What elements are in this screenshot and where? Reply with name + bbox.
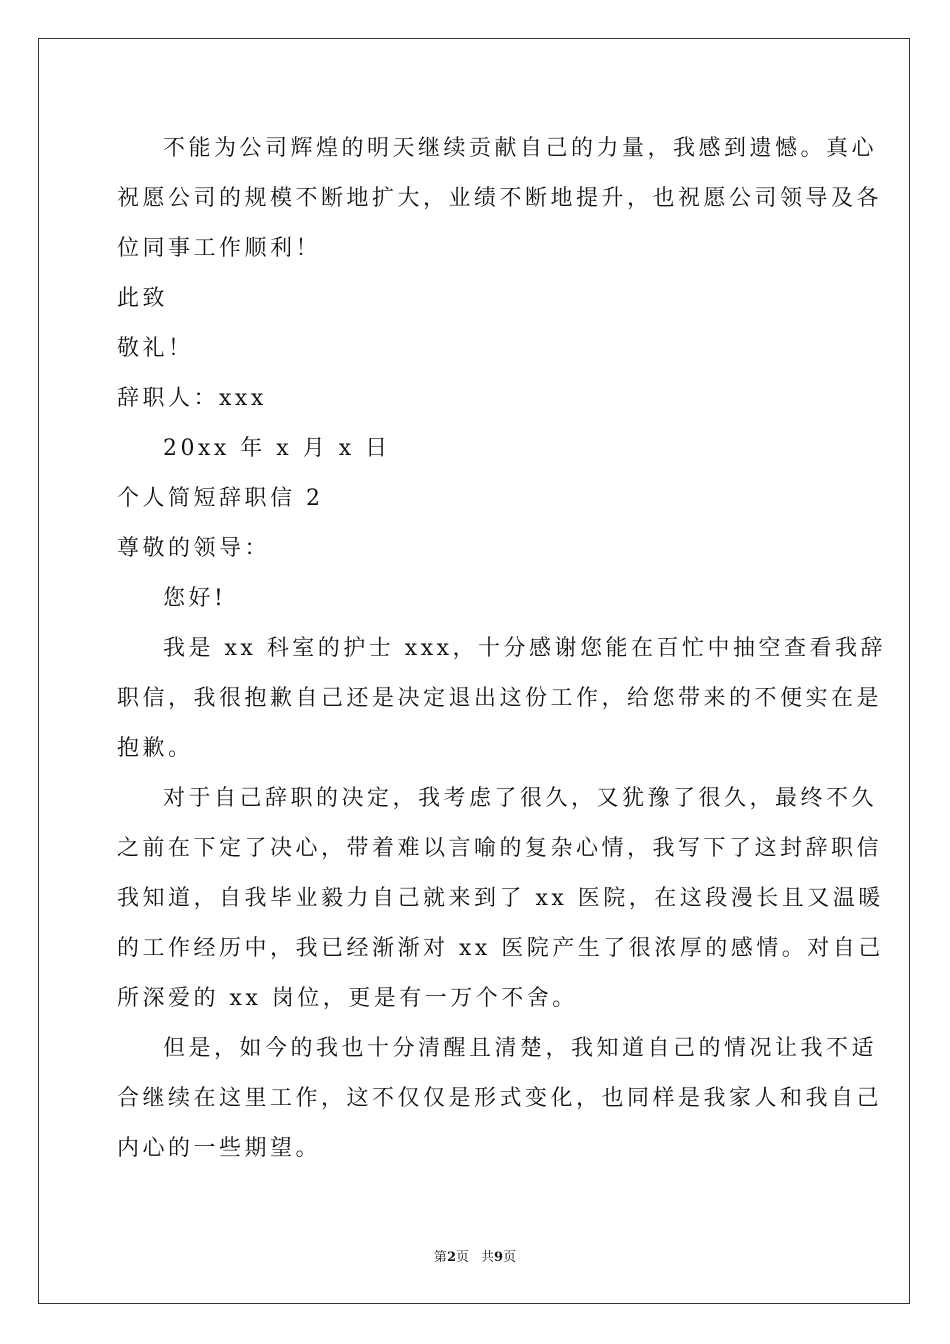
paragraph-line: 之前在下定了决心，带着难以言喻的复杂心情，我写下了这封辞职信: [117, 836, 883, 861]
total-pages: 9: [494, 1250, 504, 1265]
paragraph-line: 我知道，自我毕业毅力自己就来到了 xx 医院，在这段漫长且又温暖: [117, 886, 884, 911]
paragraph-line: 祝愿公司的规模不断地扩大，业绩不断地提升，也祝愿公司领导及各: [117, 186, 883, 211]
paragraph-line: 内心的一些期望。: [117, 1136, 322, 1161]
paragraph-line: 的工作经历中，我已经渐渐对 xx 医院产生了很浓厚的感情。对自己: [117, 936, 884, 961]
page-footer: [0, 1246, 950, 1265]
paragraph-line: 但是，如今的我也十分清醒且清楚，我知道自己的情况让我不适: [163, 1036, 878, 1061]
paragraph-line: 不能为公司辉煌的明天继续贡献自己的力量，我感到遗憾。真心: [163, 136, 878, 161]
page-number: 2: [446, 1250, 456, 1265]
paragraph-line: 所深爱的 xx 岗位，更是有一万个不舍。: [117, 986, 578, 1011]
paragraph-line: 位同事工作顺利！: [117, 236, 322, 261]
total-prefix: 共: [481, 1250, 495, 1265]
paragraph-line: 职信，我很抱歉自己还是决定退出这份工作，给您带来的不便实在是: [117, 686, 883, 711]
salutation: 尊敬的领导：: [117, 536, 271, 561]
paragraph-line: 抱歉。: [117, 736, 194, 761]
section-title: 个人简短辞职信 2: [117, 486, 324, 511]
page-suffix: 页: [455, 1250, 469, 1265]
paragraph-line: 合继续在这里工作，这不仅仅是形式变化，也同样是我家人和我自己: [117, 1086, 883, 1111]
document-body: [117, 124, 887, 1174]
page-prefix: 第: [433, 1250, 447, 1265]
closing-salute: 敬礼！: [117, 336, 194, 361]
closing-line: 此致: [117, 286, 169, 311]
signature-line: 辞职人：xxx: [117, 386, 267, 411]
greeting: 您好!: [163, 586, 227, 611]
date-line: 20xx 年 x 月 x 日: [163, 436, 391, 461]
paragraph-line: 对于自己辞职的决定，我考虑了很久，又犹豫了很久，最终不久: [163, 786, 878, 811]
total-suffix: 页: [503, 1250, 517, 1265]
paragraph-line: 我是 xx 科室的护士 xxx，十分感谢您能在百忙中抽空查看我辞: [163, 636, 887, 661]
